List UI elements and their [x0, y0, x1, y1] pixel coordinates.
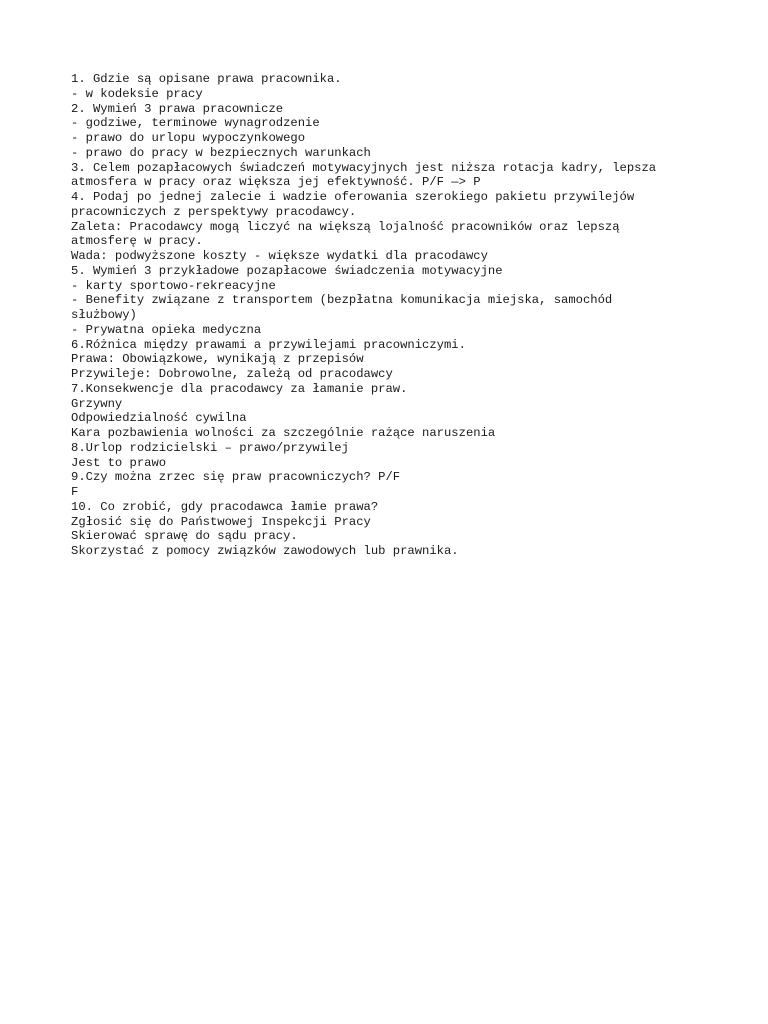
- answer-6-rights: Prawa: Obowiązkowe, wynikają z przepisów: [71, 352, 364, 367]
- answer-5-item-3: - Prywatna opieka medyczna: [71, 322, 262, 337]
- question-9-line: 9.Czy można zrzec się praw pracowniczych? P/F: [71, 470, 401, 485]
- question-4-line-2: pracowniczych z perspektywy pracodawcy.: [71, 204, 357, 219]
- document-body: [71, 72, 751, 559]
- answer-5-item-2-line-1: - Benefity związane z transportem (bezpłatna komunikacja miejska, samochód: [71, 293, 613, 308]
- question-6-line: 6.Różnica między prawami a przywilejami pracowniczymi.: [71, 337, 466, 352]
- question-5-line: 5. Wymień 3 przykładowe pozapłacowe świadczenia motywacyjne: [71, 263, 503, 278]
- answer-7-item-1: Grzywny: [71, 396, 123, 411]
- answer-7-item-3: Kara pozbawienia wolności za szczególnie rażące naruszenia: [71, 426, 496, 440]
- answer-10-item-1: Zgłosić się do Państwowej Inspekcji Pracy: [71, 514, 371, 529]
- answer-10-item-3: Skorzystać z pomocy związków zawodowych lub prawnika.: [71, 544, 459, 558]
- question-3-line-2: atmosfera w pracy oraz większa jej efektywność. P/F —> P: [71, 175, 481, 190]
- answer-4-advantage-line-1: Zaleta: Pracodawcy mogą liczyć na większą lojalność pracowników oraz lepszą: [71, 219, 620, 234]
- question-7-line: 7.Konsekwencje dla pracodawcy za łamanie praw.: [71, 381, 408, 396]
- answer-5-item-2-line-2: służbowy): [71, 308, 137, 322]
- question-8-line: 8.Urlop rodzicielski – prawo/przywilej: [71, 440, 349, 455]
- answer-5-item-1: - karty sportowo-rekreacyjne: [71, 278, 276, 293]
- question-4-line-1: 4. Podaj po jednej zalecie i wadzie oferowania szerokiego pakietu przywilejów: [71, 190, 635, 204]
- answer-2-item-3: - prawo do pracy w bezpiecznych warunkach: [71, 145, 371, 160]
- question-1-line: 1. Gdzie są opisane prawa pracownika.: [71, 72, 342, 86]
- question-10-line: 10. Co zrobić, gdy pracodawca łamie prawa?: [71, 499, 379, 514]
- answer-8-line: Jest to prawo: [71, 455, 167, 470]
- answer-1-line: - w kodeksie pracy: [71, 86, 203, 101]
- answer-6-privileges: Przywileje: Dobrowolne, zależą od pracodawcy: [71, 367, 393, 381]
- question-2-line: 2. Wymień 3 prawa pracownicze: [71, 101, 284, 116]
- answer-4-advantage-line-2: atmosferę w pracy.: [71, 234, 203, 249]
- answer-10-item-2: Skierować sprawę do sądu pracy.: [71, 529, 298, 544]
- answer-2-item-1: - godziwe, terminowe wynagrodzenie: [71, 116, 320, 131]
- answer-4-disadvantage: Wada: podwyższone koszty - większe wydatki dla pracodawcy: [71, 249, 488, 263]
- answer-2-item-2: - prawo do urlopu wypoczynkowego: [71, 131, 306, 145]
- answer-7-item-2: Odpowiedzialność cywilna: [71, 411, 247, 426]
- question-3-line-1: 3. Celem pozapłacowych świadczeń motywacyjnych jest niższa rotacja kadry, lepsza: [71, 160, 657, 175]
- answer-9-line: F: [71, 485, 79, 499]
